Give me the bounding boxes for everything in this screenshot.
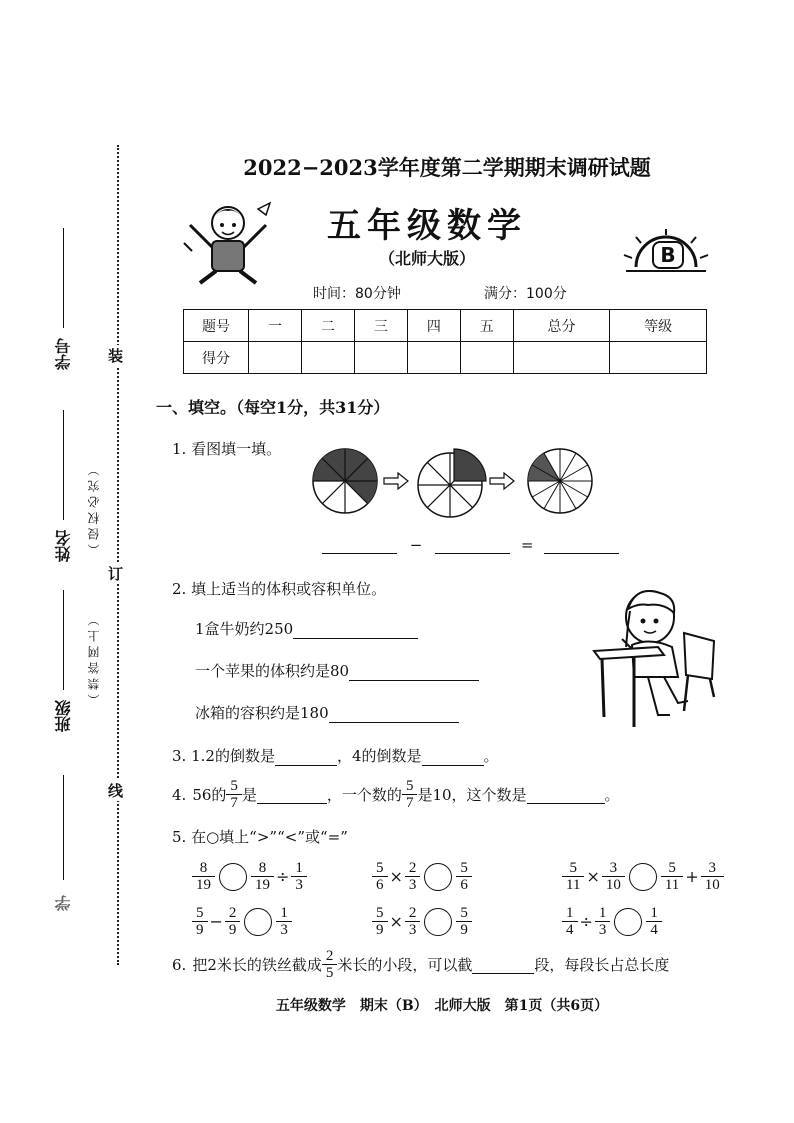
q6-text-a: 把2米长的铁丝截成 (192, 956, 322, 974)
compare-circle[interactable] (614, 908, 642, 936)
q4-fraction-2-num: 5 (405, 778, 414, 794)
q2-line-1 (195, 618, 418, 639)
q6-fraction-num: 2 (325, 948, 334, 964)
q5-item-1: $\frac{8}{19}$ $\frac{8}{19}$ ÷ $\frac{1}{3}$ (192, 860, 307, 893)
edition-label: （北师大版） (378, 249, 475, 268)
q4-text-c: ，一个数的 (326, 786, 402, 804)
q2-line-3 (195, 702, 459, 723)
q5-text: 在○填上“>”“<”或“=” (191, 828, 348, 846)
page-footer: 五年级数学 期末（B） 北师大版 第1页（共6页） (275, 998, 609, 1014)
q3-blank-1[interactable] (275, 747, 337, 766)
q3-text-c: 。 (483, 747, 499, 765)
q5-item-2: $\frac{5}{6}$ × $\frac{2}{3}$ $\frac{5}{6}$ (372, 860, 472, 893)
score-col-5: 五 (460, 310, 513, 342)
q2-line-2 (195, 660, 479, 681)
no-answer-note: （禁答网上） (87, 610, 101, 706)
binding-char-xian: 线 (108, 782, 124, 800)
q2-blank-2[interactable] (349, 662, 479, 681)
q4-blank-2[interactable] (527, 785, 605, 804)
q3-number: 3. (172, 747, 187, 765)
q5-item-6: $\frac{1}{4}$ ÷ $\frac{1}{3}$ $\frac{1}{4}$ (562, 905, 662, 938)
grade-badge-letter: B (652, 241, 684, 269)
score-col-3: 三 (354, 310, 407, 342)
q4-text-e: 。 (604, 786, 620, 804)
q4-fraction-1 (228, 778, 240, 811)
score-col-1: 一 (249, 310, 302, 342)
subject-title: 五年级数学 (327, 206, 527, 246)
q6-fraction-den: 5 (325, 965, 334, 981)
score-cell[interactable] (610, 342, 707, 374)
q4-fraction-2-den: 7 (405, 795, 414, 811)
q1-minus: − (409, 536, 423, 554)
score-col-4: 四 (407, 310, 460, 342)
compare-circle[interactable] (219, 863, 247, 891)
score-cell[interactable] (354, 342, 407, 374)
class-label: 班级 (54, 700, 73, 732)
q1-equals: = (520, 536, 534, 554)
score-cell[interactable] (301, 342, 354, 374)
q2-number: 2. (172, 580, 187, 598)
score-table-header-row (184, 310, 707, 342)
q3 (172, 745, 499, 766)
q4-text-d: 是10，这个数是 (417, 786, 527, 804)
exam-title: 2022−2023学年度第二学期期末调研试题 (243, 155, 651, 180)
score-col-7: 等级 (610, 310, 707, 342)
q5-item-4: $\frac{5}{9}$ − $\frac{2}{9}$ $\frac{1}{3}$ (192, 905, 292, 938)
q6-blank-1[interactable] (472, 955, 534, 974)
grade-badge (616, 225, 716, 275)
q2-blank-1[interactable] (293, 620, 418, 639)
q5 (172, 826, 348, 847)
time-label: 时间：80分钟 (313, 286, 401, 302)
score-cell[interactable] (460, 342, 513, 374)
q1-blank-2[interactable] (435, 535, 510, 554)
q2-line-2-text: 一个苹果的体积约是80 (195, 662, 350, 680)
score-col-0: 题号 (184, 310, 249, 342)
score-cell[interactable] (407, 342, 460, 374)
compare-circle[interactable] (424, 863, 452, 891)
student-no-label: 学号 (54, 338, 73, 370)
q3-blank-2[interactable] (422, 747, 484, 766)
score-table-score-row (184, 342, 707, 374)
q5-item-5: $\frac{5}{9}$ × $\frac{2}{3}$ $\frac{5}{9}$ (372, 905, 472, 938)
q1 (172, 438, 281, 459)
full-score-label: 满分：100分 (484, 286, 567, 302)
score-col-2: 二 (301, 310, 354, 342)
q2-blank-3[interactable] (329, 704, 459, 723)
score-table (183, 309, 707, 374)
q2-text: 填上适当的体积或容积单位。 (191, 580, 387, 598)
copyright-note: （侵权必究） (87, 460, 101, 556)
score-cell[interactable] (513, 342, 610, 374)
q3-text-b: ，4的倒数是 (336, 747, 422, 765)
q4-fraction-2 (404, 778, 416, 811)
q4-fraction-1-num: 5 (230, 778, 238, 794)
q6-text-c: 段，每段长占总长度 (534, 956, 670, 974)
q4-text-b: 是 (241, 786, 257, 804)
q2 (172, 578, 386, 599)
q1-number: 1. (172, 440, 187, 458)
q1-answer-row (322, 535, 619, 554)
q4 (172, 778, 620, 811)
q6 (172, 948, 669, 981)
q3-text-a: 1.2的倒数是 (191, 747, 275, 765)
q6-fraction (324, 948, 336, 981)
q5-item-3: $\frac{5}{11}$ × $\frac{3}{10}$ $\frac{5}{11}$ + $\frac{3}{10}$ (562, 860, 724, 893)
score-cell[interactable] (249, 342, 302, 374)
boy-writing-illustration (588, 585, 723, 730)
compare-circle[interactable] (424, 908, 452, 936)
name-label: 姓名 (54, 530, 73, 562)
school-line[interactable] (63, 775, 64, 880)
name-line[interactable] (63, 410, 64, 520)
fraction-circles-diagram (312, 438, 612, 528)
q5-number: 5. (172, 828, 187, 846)
class-line[interactable] (63, 590, 64, 690)
score-col-6: 总分 (513, 310, 610, 342)
section1-title: 一、填空。（每空1分，共31分） (156, 398, 390, 417)
q1-blank-1[interactable] (322, 535, 397, 554)
q1-text: 看图填一填。 (191, 440, 282, 458)
score-row-label: 得分 (184, 342, 249, 374)
q6-number: 6. (172, 955, 187, 974)
q6-text-b: 米长的小段，可以截 (337, 956, 473, 974)
q2-line-3-text: 冰箱的容积约是180 (195, 704, 329, 722)
q4-blank-1[interactable] (257, 785, 327, 804)
q4-fraction-1-den: 7 (230, 795, 238, 811)
compare-circle[interactable] (244, 908, 272, 936)
binding-char-ding: 订 (108, 565, 124, 583)
binding-char-zhuang: 装 (108, 347, 124, 365)
q4-number: 4. (172, 785, 187, 804)
q2-line-1-text: 1盒牛奶约250 (195, 620, 294, 638)
compare-circle[interactable] (629, 863, 657, 891)
q4-text-a: 56的 (192, 786, 227, 804)
q1-blank-3[interactable] (544, 535, 619, 554)
school-label: 学 (54, 895, 73, 911)
